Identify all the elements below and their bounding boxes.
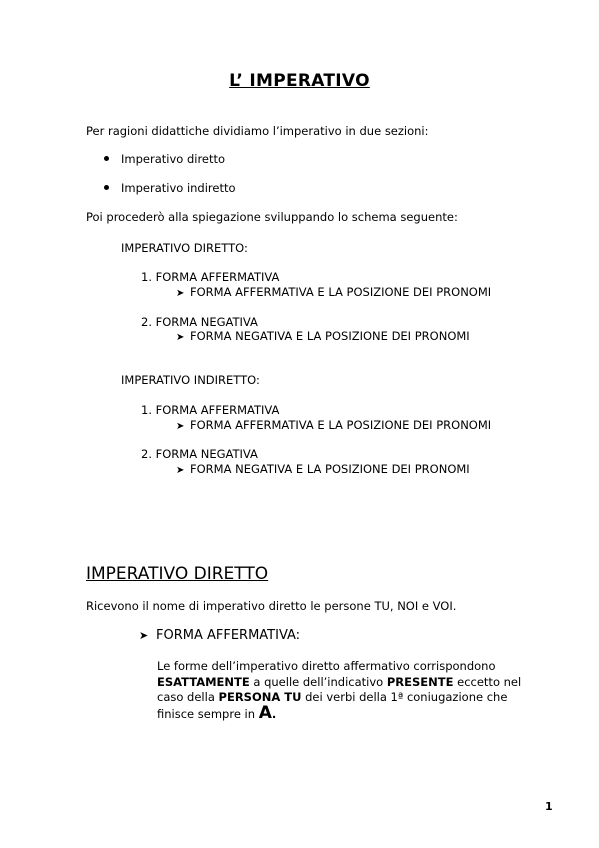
arrowhead-icon: ➤ bbox=[176, 421, 185, 432]
schema-diretto-item2: 2. FORMA NEGATIVA bbox=[141, 315, 258, 329]
sub-item-label: FORMA AFFERMATIVA E LA POSIZIONE DEI PRONOMI bbox=[190, 285, 492, 299]
sub-item-label: FORMA NEGATIVA E LA POSIZIONE DEI PRONOMI bbox=[190, 462, 470, 476]
list-item bbox=[104, 152, 225, 166]
sub-item-label: FORMA NEGATIVA E LA POSIZIONE DEI PRONOMI bbox=[190, 329, 470, 343]
arrowhead-icon: ➤ bbox=[176, 288, 185, 299]
schema-indiretto-item1-sub bbox=[176, 418, 491, 432]
para-big-letter: A bbox=[258, 702, 272, 723]
arrowhead-icon: ➤ bbox=[176, 465, 185, 476]
list-item bbox=[104, 181, 236, 195]
arrowhead-icon: ➤ bbox=[139, 629, 149, 642]
subheading-label: FORMA AFFERMATIVA: bbox=[156, 628, 301, 643]
schema-diretto-item2-sub bbox=[176, 329, 470, 343]
para-text: a quelle dell’indicativo bbox=[249, 674, 387, 689]
para-emphasis: ESATTAMENTE bbox=[157, 674, 250, 689]
schema-indiretto-item2: 2. FORMA NEGATIVA bbox=[141, 447, 258, 461]
para-emphasis: PERSONA TU bbox=[218, 690, 302, 704]
schema-diretto-heading: IMPERATIVO DIRETTO: bbox=[121, 241, 248, 255]
para-text: eccetto nel caso della bbox=[157, 674, 522, 704]
list-item-label: Imperativo diretto bbox=[121, 152, 226, 166]
bullet-dot-icon bbox=[104, 185, 109, 190]
schema-indiretto-item1: 1. FORMA AFFERMATIVA bbox=[141, 403, 280, 417]
section-heading: IMPERATIVO DIRETTO bbox=[86, 564, 269, 584]
schema-diretto-item1-sub bbox=[176, 285, 491, 299]
explanation-paragraph bbox=[157, 659, 547, 722]
schema-indiretto-heading: IMPERATIVO INDIRETTO: bbox=[121, 373, 260, 387]
schema-diretto-item1: 1. FORMA AFFERMATIVA bbox=[141, 270, 280, 284]
bullet-dot-icon bbox=[104, 156, 109, 161]
arrowhead-icon: ➤ bbox=[176, 332, 185, 343]
page-number: 1 bbox=[545, 800, 553, 813]
para-emphasis: PRESENTE bbox=[386, 674, 454, 689]
para-text: dei verbi della 1ª coniugazione che finisce sempre in bbox=[157, 690, 508, 721]
sub-item-label: FORMA AFFERMATIVA E LA POSIZIONE DEI PRONOMI bbox=[190, 418, 492, 432]
page-title: L’ IMPERATIVO bbox=[229, 71, 370, 91]
intro-text: Per ragioni didattiche dividiamo l’imperativo in due sezioni: bbox=[86, 124, 429, 138]
plan-intro-text: Poi procederò alla spiegazione sviluppando lo schema seguente: bbox=[86, 210, 458, 224]
section-intro-text: Ricevono il nome di imperativo diretto le persone TU, NOI e VOI. bbox=[86, 599, 457, 613]
section-subheading bbox=[139, 628, 300, 643]
para-text: Le forme dell’imperativo diretto affermativo corrispondono bbox=[157, 659, 496, 673]
list-item-label: Imperativo indiretto bbox=[121, 181, 236, 195]
schema-indiretto-item2-sub bbox=[176, 462, 470, 476]
para-end: . bbox=[271, 706, 277, 721]
